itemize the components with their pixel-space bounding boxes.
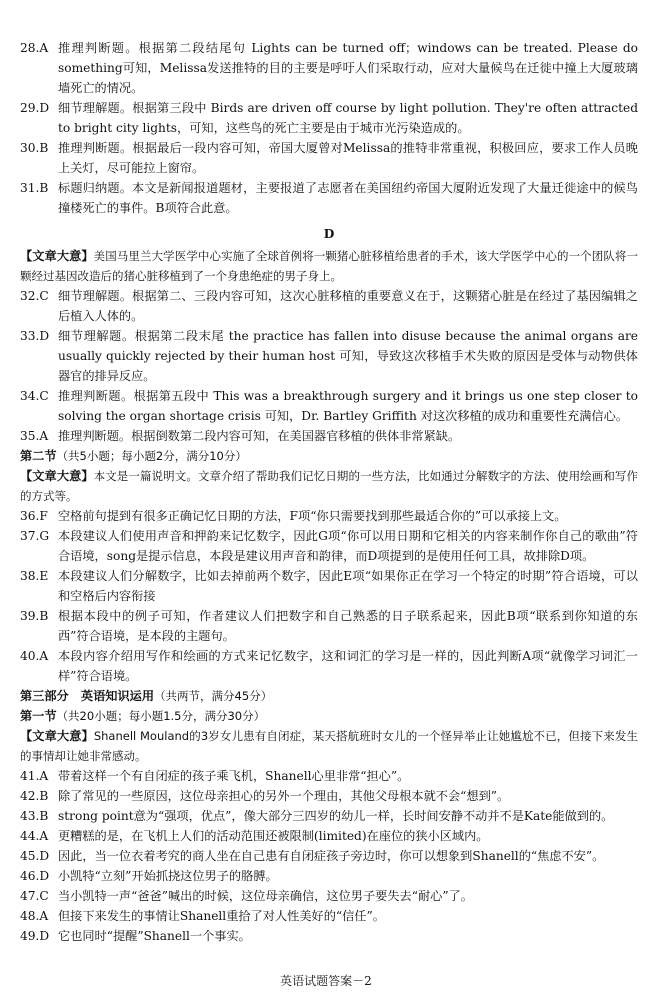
answer-number: 29.D xyxy=(20,101,50,115)
answer-number: 42.B xyxy=(20,789,49,803)
answer-item-45 xyxy=(20,846,638,866)
answer-number: 47.C xyxy=(20,889,49,903)
answer-explanation: 细节理解题。根据第二段末尾 the practice has fallen into disuse because the animal organs are usually quickly rejected by their human host 可知，导致这次移植手术失败的原因是受体与动物供体器官的排异反应。 xyxy=(58,329,638,383)
answer-explanation: 细节理解题。根据第三段中 Birds are driven off course by light pollution. They're often attracted to bright city lights，可知，这些鸟的死亡主要是由于城市光污染造成的。 xyxy=(58,101,638,135)
answer-number: 48.A xyxy=(20,909,49,923)
answer-explanation: 本段内容介绍用写作和绘画的方式来记忆数字，这和词汇的学习是一样的，因此判断A项“就像学习词汇一样”符合语境。 xyxy=(58,649,638,683)
answer-item-43 xyxy=(20,806,638,826)
summary-label: 【文章大意】 xyxy=(20,249,94,263)
heading-title: 第二节 xyxy=(20,449,57,463)
answer-item-31 xyxy=(20,178,638,218)
answer-number: 45.D xyxy=(20,849,50,863)
answer-item-29 xyxy=(20,98,638,138)
answer-item-37 xyxy=(20,526,638,566)
summary-text: 美国马里兰大学医学中心实施了全球首例将一颗猪心脏移植给患者的手术，该大学医学中心的一个团队将一颗经过基因改造后的猪心脏移植到了一个身患绝症的男子身上。 xyxy=(20,249,639,283)
answer-number: 37.G xyxy=(20,529,50,543)
answer-number: 32.C xyxy=(20,289,49,303)
answer-explanation: 标题归纳题。本文是新闻报道题材，主要报道了志愿者在美国纽约帝国大厦附近发现了大量迁徙途中的候鸟撞楼死亡的事件。B项符合此意。 xyxy=(58,181,638,215)
answer-item-30 xyxy=(20,138,638,178)
answer-number: 35.A xyxy=(20,429,49,443)
page-content xyxy=(20,38,638,946)
answer-explanation: 当小凯特一声“爸爸”喊出的时候，这位母亲确信，这位男子要失去“耐心”了。 xyxy=(58,889,473,903)
answer-explanation: 细节理解题。根据第二、三段内容可知，这次心脏移植的重要意义在于，这颗猪心脏是在经过了基因编辑之后植入人体的。 xyxy=(58,289,638,323)
answer-explanation: 因此，当一位衣着考究的商人坐在自己患有自闭症孩子旁边时，你可以想象到Shanell的“焦虑不安”。 xyxy=(58,849,605,863)
answer-explanation: 推理判断题。根据最后一段内容可知，帝国大厦曾对Melissa的推特非常重视，积极回应，要求工作人员晚上关灯，尽可能拉上窗帘。 xyxy=(58,141,638,175)
heading-title: 第三部分 英语知识运用 xyxy=(20,689,155,703)
answer-explanation: 除了常见的一些原因，这位母亲担心的另外一个理由，其他父母根本就不会“想到”。 xyxy=(58,789,510,803)
answer-item-36 xyxy=(20,506,638,526)
answer-explanation: 推理判断题。根据第五段中 This was a breakthrough surgery and it brings us one step closer to solving the organ shortage crisis 可知，Dr. Bartley Griffith 对这次移植的成功和重要性充满信心。 xyxy=(58,389,638,423)
heading-note: （共两节，满分45分） xyxy=(154,689,273,703)
summary-label: 【文章大意】 xyxy=(20,469,94,483)
answer-item-33 xyxy=(20,326,638,386)
answer-item-41 xyxy=(20,766,638,786)
answer-item-42 xyxy=(20,786,638,806)
answer-explanation: 空格前句提到有很多正确记忆日期的方法，F项“你只需要找到那些最适合你的”可以承接上文。 xyxy=(58,509,567,523)
answer-item-40 xyxy=(20,646,638,686)
answer-number: 43.B xyxy=(20,809,49,823)
answer-explanation: 推理判断题。根据第二段结尾句 Lights can be turned off；windows can be treated. Please do something可知，Melissa发送推特的目的主要是呼吁人们采取行动，应对大量候鸟在迁徙中撞上大厦玻璃墙死亡的情况。 xyxy=(58,41,638,95)
section-1-heading xyxy=(20,706,638,726)
answer-explanation: 它也同时“提醒”Shanell一个事实。 xyxy=(58,929,251,943)
answer-number: 39.B xyxy=(20,609,49,623)
summary-section-2 xyxy=(20,466,638,506)
heading-note: （共5小题；每小题2分，满分10分） xyxy=(56,449,247,463)
answer-explanation: 本段建议人们分解数字，比如去掉前两个数字，因此E项“如果你正在学习一个特定的时期”符合语境，可以和空格后内容衔接 xyxy=(58,569,638,603)
summary-d xyxy=(20,246,638,286)
answer-item-47 xyxy=(20,886,638,906)
answer-explanation: 小凯特“立刻”开始抓挠这位男子的胳膊。 xyxy=(58,869,278,883)
answer-explanation: strong point意为“强项，优点”，像大部分三四岁的幼儿一样，长时间安静不动并不是Kate能做到的。 xyxy=(58,809,614,823)
part-3-heading xyxy=(20,686,638,706)
answer-number: 40.A xyxy=(20,649,49,663)
summary-label: 【文章大意】 xyxy=(20,729,94,743)
summary-text: 本文是一篇说明文。文章介绍了帮助我们记忆日期的一些方法，比如通过分解数字的方法、使用绘画和写作的方式等。 xyxy=(20,469,639,503)
page-footer: 英语试题答案－2 xyxy=(280,974,372,988)
answer-number: 31.B xyxy=(20,181,49,195)
answer-number: 49.D xyxy=(20,929,50,943)
answer-item-48 xyxy=(20,906,638,926)
summary-text: Shanell Mouland的3岁女儿患有自闭症，某天搭航班时女儿的一个怪异举止让她尴尬不已，但接下来发生的事情却让她非常感动。 xyxy=(20,729,639,763)
answer-explanation: 带着这样一个有自闭症的孩子乘飞机，Shanell心里非常“担心”。 xyxy=(58,769,410,783)
answer-number: 44.A xyxy=(20,829,49,843)
answer-number: 33.D xyxy=(20,329,50,343)
answer-number: 36.F xyxy=(20,509,48,523)
answer-item-38 xyxy=(20,566,638,606)
answer-number: 46.D xyxy=(20,869,50,883)
answer-item-34 xyxy=(20,386,638,426)
answer-number: 28.A xyxy=(20,41,49,55)
section-d-title: D xyxy=(323,227,335,241)
answer-item-39 xyxy=(20,606,638,646)
answer-item-35 xyxy=(20,426,638,446)
answer-item-28 xyxy=(20,38,638,98)
answer-number: 38.E xyxy=(20,569,49,583)
heading-note: （共20小题；每小题1.5分，满分30分） xyxy=(56,709,266,723)
summary-part-3 xyxy=(20,726,638,766)
answer-explanation: 推理判断题。根据倒数第二段内容可知，在美国器官移植的供体非常紧缺。 xyxy=(58,429,461,443)
answer-explanation: 本段建议人们使用声音和押韵来记忆数字，因此G项“你可以用日期和它相关的内容来制作你自己的歌曲”符合语境，song是提示信息，本段是建议用声音和韵律，而D项提到的是使用任何工具，故排除D项。 xyxy=(58,529,638,563)
heading-title: 第一节 xyxy=(20,709,57,723)
section-2-heading xyxy=(20,446,638,466)
answer-explanation: 但接下来发生的事情让Shanell重拾了对人性美好的“信任”。 xyxy=(58,909,385,923)
answer-item-32 xyxy=(20,286,638,326)
answer-number: 30.B xyxy=(20,141,49,155)
answer-item-49 xyxy=(20,926,638,946)
answer-number: 41.A xyxy=(20,769,49,783)
answer-number: 34.C xyxy=(20,389,49,403)
answer-explanation: 根据本段中的例子可知，作者建议人们把数字和自己熟悉的日子联系起来，因此B项“联系到你知道的东西”符合语境，是本段的主题句。 xyxy=(58,609,638,643)
answer-explanation: 更糟糕的是，在飞机上人们的活动范围还被限制(limited)在座位的狭小区域内。 xyxy=(58,829,489,843)
answer-item-44 xyxy=(20,826,638,846)
answer-item-46 xyxy=(20,866,638,886)
